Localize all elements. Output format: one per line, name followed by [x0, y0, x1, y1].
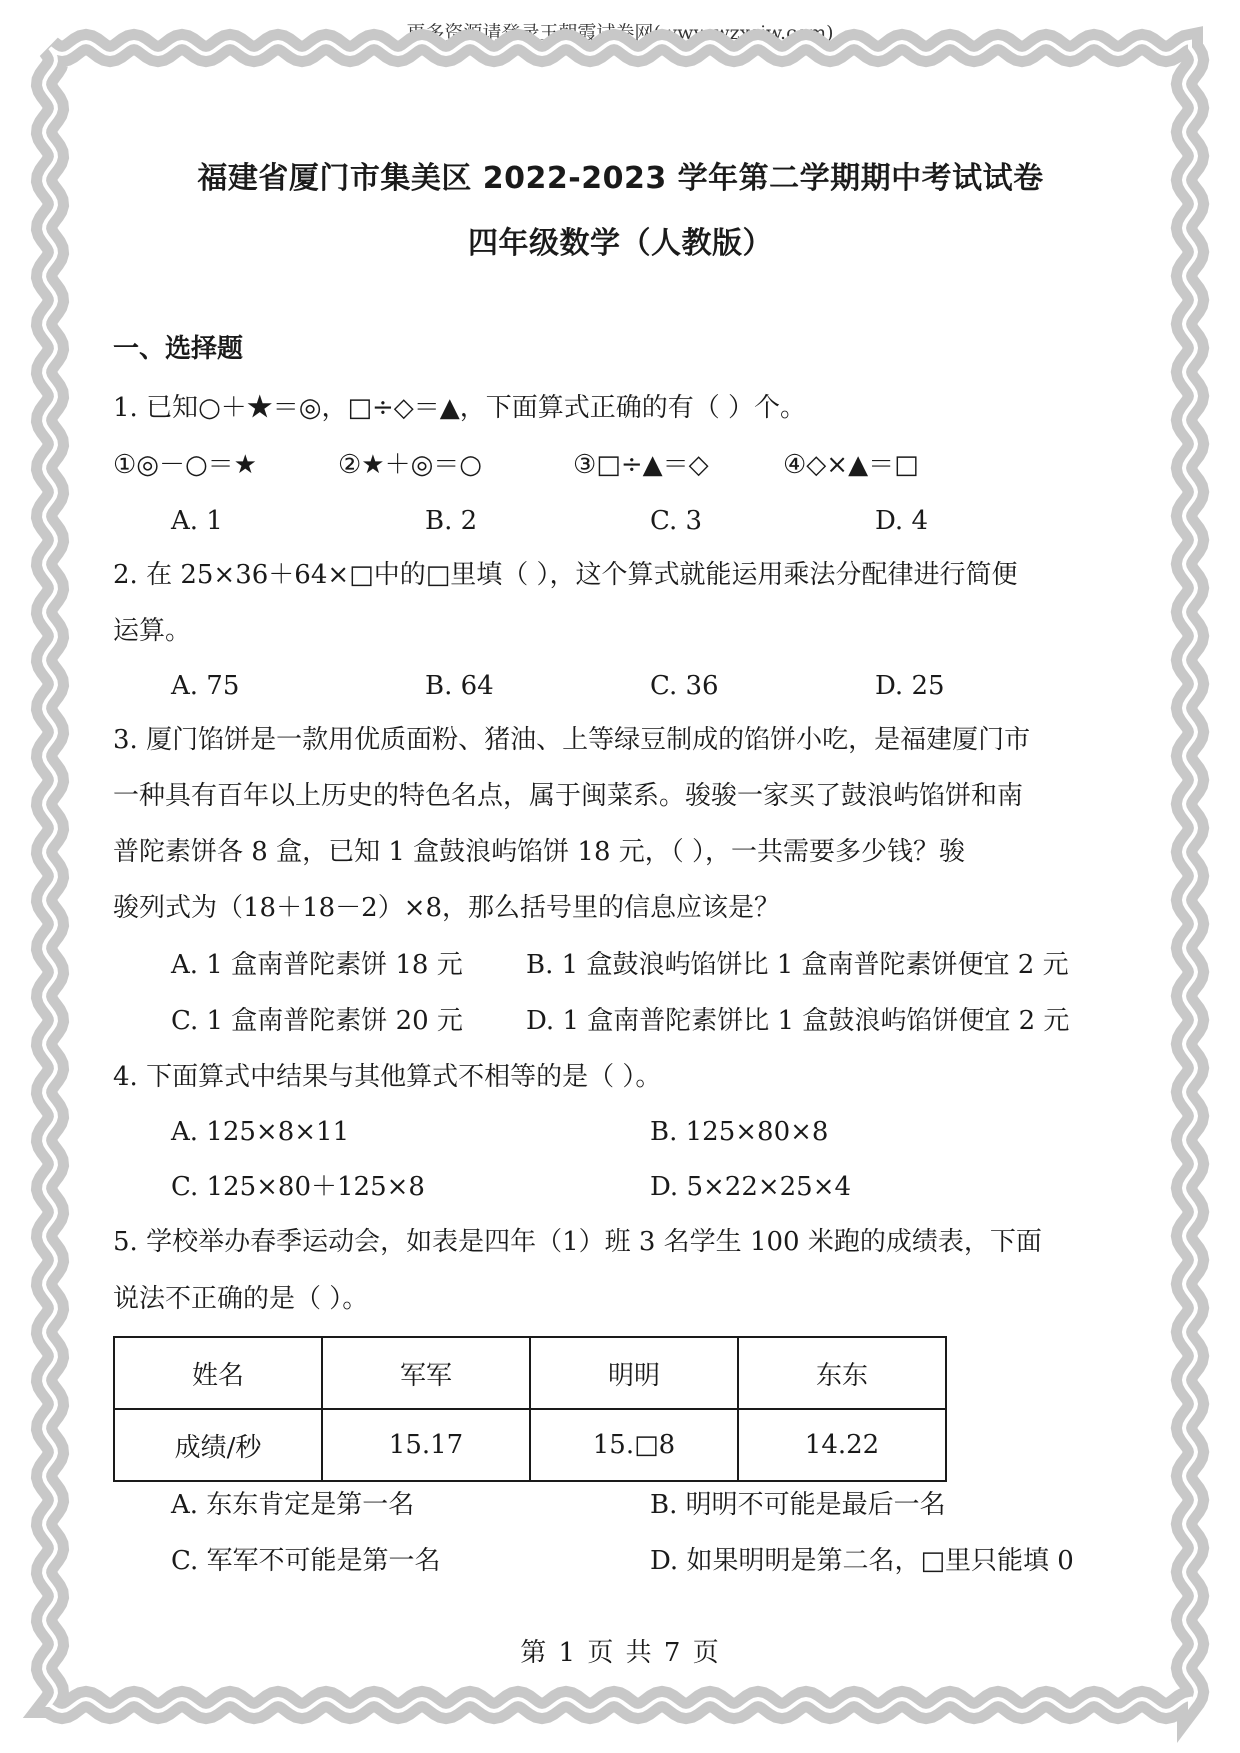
q4-stem: 4. 下面算式中结果与其他算式不相等的是（ ）。: [113, 1062, 662, 1092]
table-header-cell: 东东: [738, 1337, 946, 1409]
q2-option-c: C. 36: [650, 671, 719, 701]
q3-option-a: A. 1 盒南普陀素饼 18 元: [171, 950, 463, 980]
q3-stem-line3: 普陀素饼各 8 盒，已知 1 盒鼓浪屿馅饼 18 元，（ ），一共需要多少钱？骏: [113, 837, 966, 867]
q3-option-c: C. 1 盒南普陀素饼 20 元: [171, 1006, 463, 1036]
q1-option-c: C. 3: [650, 506, 703, 536]
q1-item-1: ①◎－○＝★: [113, 450, 257, 480]
q2-option-d: D. 25: [875, 671, 945, 701]
q4-option-c: C. 125×80＋125×8: [171, 1172, 425, 1202]
q2-stem-line1: 2. 在 25×36＋64×□中的□里填（ ），这个算式就能运用乘法分配律进行简便: [113, 560, 1018, 590]
q3-stem-line4: 骏列式为（18＋18－2）×8，那么括号里的信息应该是？: [113, 893, 781, 923]
q5-option-b: B. 明明不可能是最后一名: [650, 1490, 946, 1520]
table-row: [114, 1409, 946, 1481]
score-table: [113, 1336, 947, 1482]
q1-item-4: ④◇×▲＝□: [783, 450, 919, 480]
watermark-text: 更多资源请登录王朝霞试卷网(www.wzxsjw.com): [406, 22, 834, 44]
q1-option-b: B. 2: [425, 506, 478, 536]
table-cell: 成绩/秒: [114, 1409, 322, 1481]
q1-stem: 1. 已知○＋★＝◎，□÷◇＝▲，下面算式正确的有（ ）个。: [113, 393, 807, 423]
table-header-cell: 明明: [530, 1337, 738, 1409]
q5-stem-line1: 5. 学校举办春季运动会，如表是四年（1）班 3 名学生 100 米跑的成绩表，下面: [113, 1227, 1042, 1257]
q5-stem-line2: 说法不正确的是（ ）。: [113, 1284, 369, 1314]
exam-subtitle: 四年级数学（人教版）: [468, 226, 773, 261]
table-cell: 15.□8: [530, 1409, 738, 1481]
section-heading: 一、选择题: [113, 334, 244, 364]
q5-option-c: C. 军军不可能是第一名: [171, 1546, 441, 1576]
q2-option-a: A. 75: [171, 671, 240, 701]
page-content: [113, 0, 1128, 1753]
q4-option-a: A. 125×8×11: [171, 1117, 350, 1147]
q3-stem-line1: 3. 厦门馅饼是一款用优质面粉、猪油、上等绿豆制成的馅饼小吃，是福建厦门市: [113, 725, 1031, 755]
q1-item-3: ③□÷▲＝◇: [573, 450, 709, 480]
q4-option-b: B. 125×80×8: [650, 1117, 829, 1147]
q4-option-d: D. 5×22×25×4: [650, 1172, 852, 1202]
table-header-cell: 军军: [322, 1337, 530, 1409]
table-header-cell: 姓名: [114, 1337, 322, 1409]
exam-title: 福建省厦门市集美区 2022-2023 学年第二学期期中考试试卷: [197, 161, 1044, 196]
table-cell: 15.17: [322, 1409, 530, 1481]
q1-option-d: D. 4: [875, 506, 928, 536]
q3-option-d: D. 1 盒南普陀素饼比 1 盒鼓浪屿馅饼便宜 2 元: [526, 1006, 1070, 1036]
q5-option-d: D. 如果明明是第二名，□里只能填 0: [650, 1546, 1074, 1576]
q2-stem-line2: 运算。: [113, 616, 192, 646]
page-footer: 第 1 页 共 7 页: [520, 1638, 721, 1668]
q2-option-b: B. 64: [425, 671, 494, 701]
table-row: [114, 1337, 946, 1409]
q1-item-2: ②★＋◎＝○: [338, 450, 482, 480]
q3-stem-line2: 一种具有百年以上历史的特色名点，属于闽菜系。骏骏一家买了鼓浪屿馅饼和南: [113, 781, 1024, 811]
table-cell: 14.22: [738, 1409, 946, 1481]
q1-option-a: A. 1: [171, 506, 223, 536]
q3-option-b: B. 1 盒鼓浪屿馅饼比 1 盒南普陀素饼便宜 2 元: [526, 950, 1069, 980]
q5-option-a: A. 东东肯定是第一名: [171, 1490, 415, 1520]
